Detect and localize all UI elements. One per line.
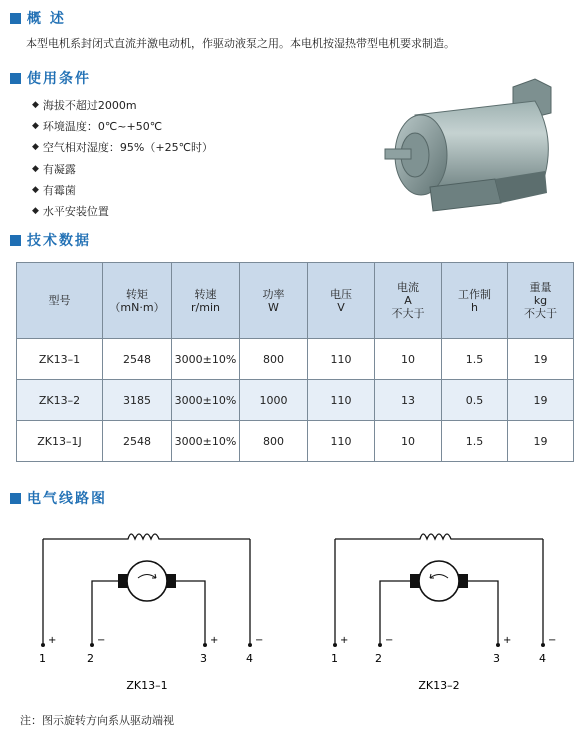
polarity-label: + xyxy=(48,635,57,646)
header-power: 功率 W xyxy=(240,263,308,339)
table-cell: 10 xyxy=(375,421,442,462)
table-cell: 13 xyxy=(375,380,442,421)
wiring-diagram-zk13-1 xyxy=(39,534,263,692)
diamond-bullet-icon: ◆ xyxy=(32,121,39,132)
table-row xyxy=(17,339,574,380)
diamond-bullet-icon: ◆ xyxy=(32,142,39,153)
table-cell: 10 xyxy=(375,339,442,380)
armature-icon xyxy=(410,561,468,601)
list-item: ◆ 海拔不超过2000m xyxy=(32,95,213,116)
table-cell: 0.5 xyxy=(442,380,508,421)
table-cell: ZK13–1J xyxy=(17,421,103,462)
table-cell: 3185 xyxy=(103,380,172,421)
section-overview-title: 概 述 xyxy=(10,8,66,28)
table-cell: ZK13–1 xyxy=(17,339,103,380)
terminal-label: 1 xyxy=(331,652,338,665)
field-coil-icon xyxy=(335,534,543,539)
list-item: ◆ 有霉菌 xyxy=(32,180,213,201)
polarity-label: + xyxy=(210,635,219,646)
table-cell: 3000±10% xyxy=(172,380,240,421)
section-marker-icon xyxy=(10,73,21,84)
polarity-label: − xyxy=(97,635,106,646)
table-cell: 1.5 xyxy=(442,339,508,380)
table-header-row xyxy=(17,263,574,339)
header-torque: 转矩 （mN·m） xyxy=(103,263,172,339)
table-cell: 19 xyxy=(508,339,574,380)
section-specs-title: 技术数据 xyxy=(10,230,91,250)
diagram-caption: ZK13–2 xyxy=(418,679,460,692)
list-item: ◆ 水平安装位置 xyxy=(32,201,213,222)
header-voltage: 电压 V xyxy=(308,263,375,339)
section-marker-icon xyxy=(10,493,21,504)
list-item: ◆ 有凝露 xyxy=(32,159,213,180)
polarity-label: − xyxy=(385,635,394,646)
terminal-label: 2 xyxy=(87,652,94,665)
table-cell: 2548 xyxy=(103,339,172,380)
terminal-label: 3 xyxy=(493,652,500,665)
polarity-label: − xyxy=(548,635,557,646)
table-cell: 800 xyxy=(240,421,308,462)
polarity-label: − xyxy=(255,635,264,646)
terminal-label: 1 xyxy=(39,652,46,665)
motor-photo xyxy=(375,75,570,220)
list-item: ◆ 空气相对湿度：95%（+25℃时） xyxy=(32,137,213,158)
table-cell: 1.5 xyxy=(442,421,508,462)
header-model: 型号 xyxy=(17,263,103,339)
section-conditions-title: 使用条件 xyxy=(10,68,91,88)
polarity-label: + xyxy=(340,635,349,646)
diamond-bullet-icon: ◆ xyxy=(32,100,39,110)
table-cell: 3000±10% xyxy=(172,421,240,462)
intro-text: 本型电机系封闭式直流并激电动机，作驱动液泵之用。本电机按湿热带型电机要求制造。 xyxy=(26,37,455,50)
diamond-bullet-icon: ◆ xyxy=(32,184,39,195)
table-cell: 3000±10% xyxy=(172,339,240,380)
terminal-label: 4 xyxy=(246,652,253,665)
table-cell: 19 xyxy=(508,421,574,462)
footnote: 注：图示旋转方向系从驱动端视 xyxy=(20,714,174,727)
spec-table xyxy=(16,262,574,462)
diamond-bullet-icon: ◆ xyxy=(32,206,39,217)
wiring-diagrams xyxy=(0,515,585,705)
header-duty: 工作制 h xyxy=(442,263,508,339)
table-cell: 110 xyxy=(308,380,375,421)
list-item: ◆ 环境温度：0℃~+50℃ xyxy=(32,116,213,137)
section-circuit-title: 电气线路图 xyxy=(10,488,107,508)
diamond-bullet-icon: ◆ xyxy=(32,163,39,174)
table-cell: 19 xyxy=(508,380,574,421)
section-marker-icon xyxy=(10,235,21,246)
armature-icon xyxy=(118,561,176,601)
section-marker-icon xyxy=(10,13,21,24)
terminal-label: 2 xyxy=(375,652,382,665)
table-cell: 110 xyxy=(308,421,375,462)
conditions-list xyxy=(32,95,213,222)
table-cell: 800 xyxy=(240,339,308,380)
table-row xyxy=(17,380,574,421)
header-current: 电流 A 不大于 xyxy=(375,263,442,339)
terminal-label: 3 xyxy=(200,652,207,665)
field-coil-icon xyxy=(43,534,250,539)
header-weight: 重量 kg 不大于 xyxy=(508,263,574,339)
diagram-caption: ZK13–1 xyxy=(126,679,168,692)
wiring-diagram-zk13-2 xyxy=(331,534,556,692)
table-row xyxy=(17,421,574,462)
terminal-label: 4 xyxy=(539,652,546,665)
header-speed: 转速 r/min xyxy=(172,263,240,339)
table-cell: 110 xyxy=(308,339,375,380)
table-cell: 1000 xyxy=(240,380,308,421)
table-cell: 2548 xyxy=(103,421,172,462)
polarity-label: + xyxy=(503,635,512,646)
table-cell: ZK13–2 xyxy=(17,380,103,421)
